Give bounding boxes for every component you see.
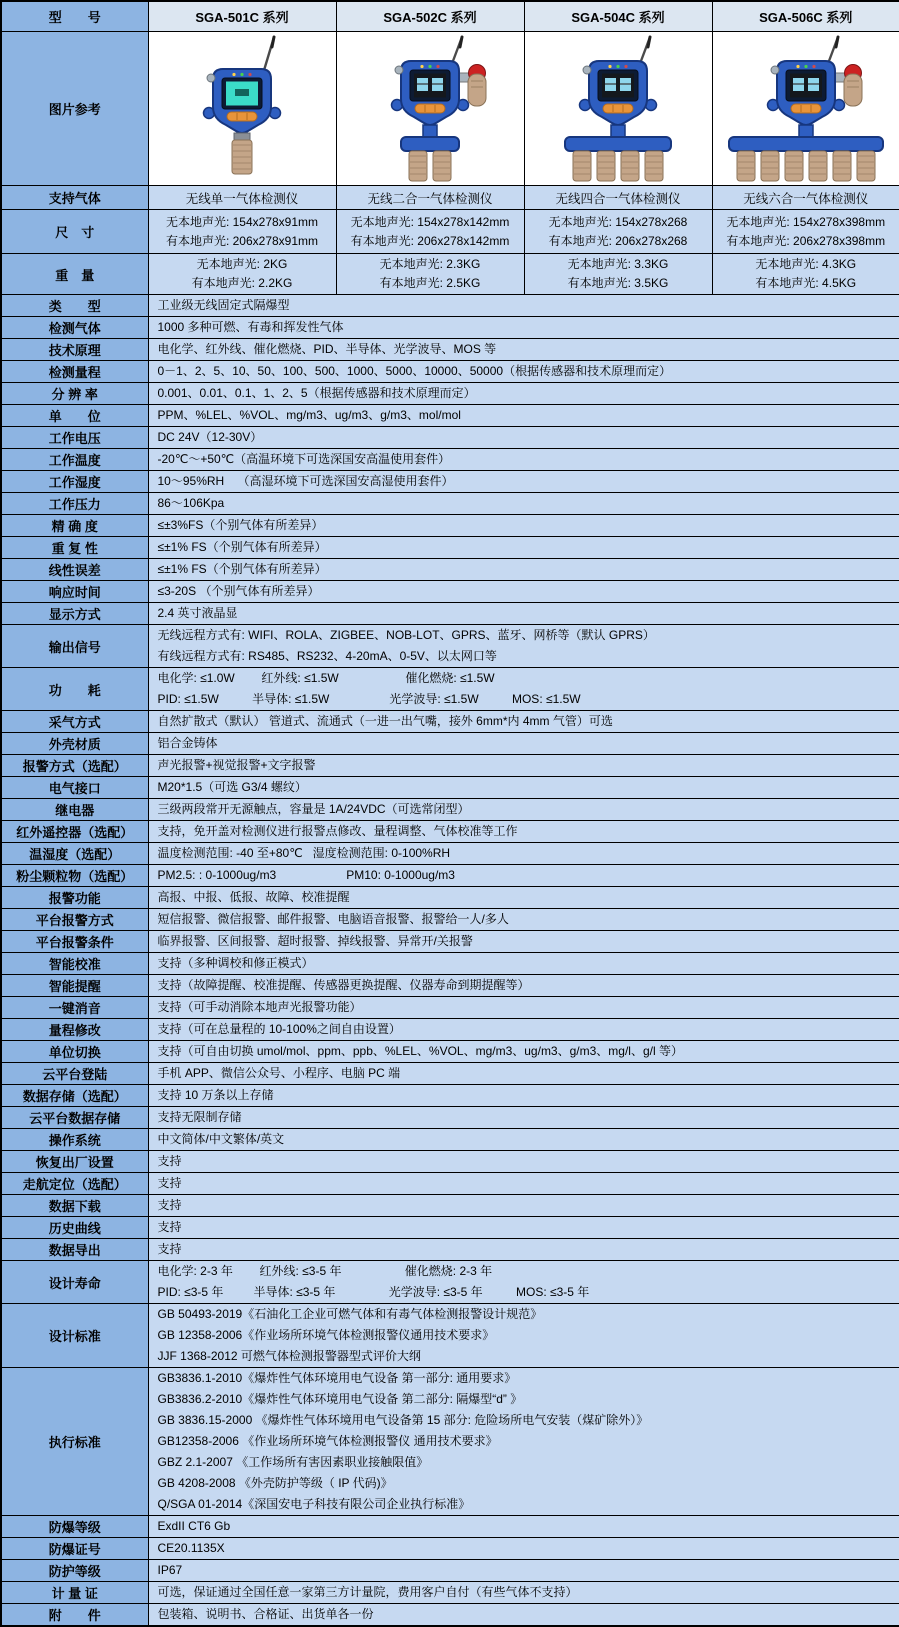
spec-row-value-line: 支持（可自由切换 umol/mol、ppm、ppb、%LEL、%VOL、mg/m3、ug/m3、g/m3、mg/l、g/l 等） bbox=[157, 1044, 683, 1058]
spec-row-value-line: 支持 bbox=[157, 1176, 182, 1190]
spec-row bbox=[1, 865, 899, 887]
spec-row-value bbox=[148, 975, 899, 997]
spec-row-label: 工作湿度 bbox=[1, 471, 148, 493]
spec-row-value-line: 温度检测范围: -40 至+80℃ 湿度检测范围: 0-100%RH bbox=[157, 846, 451, 860]
spec-row-value-line: 支持 bbox=[157, 1154, 182, 1168]
spec-row-value bbox=[148, 1195, 899, 1217]
spec-row bbox=[1, 383, 899, 405]
spec-row bbox=[1, 711, 899, 733]
spec-row-label: 响应时间 bbox=[1, 581, 148, 603]
spec-row-value bbox=[148, 493, 899, 515]
spec-row-value bbox=[148, 317, 899, 339]
gas-detector-quad-icon bbox=[530, 33, 706, 185]
spec-row bbox=[1, 909, 899, 931]
spec-row-value-line: GB3836.1-2010《爆炸性气体环境用电气设备 第一部分: 通用要求》 bbox=[157, 1371, 517, 1385]
spec-row-label: 单位切换 bbox=[1, 1041, 148, 1063]
spec-row-value bbox=[148, 1085, 899, 1107]
weight-value-line: 有本地声光: 2.2KG bbox=[191, 276, 293, 290]
spec-row-label: 工作电压 bbox=[1, 427, 148, 449]
spec-row bbox=[1, 1516, 899, 1538]
spec-row-label: 数据导出 bbox=[1, 1239, 148, 1261]
product-image-cell-0 bbox=[148, 32, 336, 186]
spec-row bbox=[1, 799, 899, 821]
spec-row bbox=[1, 1107, 899, 1129]
supported-gas-value-3: 无线六合一气体检测仪 bbox=[712, 186, 899, 210]
spec-row-value bbox=[148, 821, 899, 843]
size-value-1 bbox=[336, 210, 524, 254]
spec-row bbox=[1, 493, 899, 515]
series-header-0: SGA-501C 系列 bbox=[148, 1, 336, 32]
spec-row-label: 线性误差 bbox=[1, 559, 148, 581]
weight-value-line: 有本地声光: 4.5KG bbox=[755, 276, 857, 290]
weight-value-line: 无本地声光: 2KG bbox=[196, 257, 288, 271]
spec-row-value bbox=[148, 537, 899, 559]
spec-row-label: 防爆等级 bbox=[1, 1516, 148, 1538]
spec-row-value bbox=[148, 405, 899, 427]
spec-row bbox=[1, 427, 899, 449]
spec-row-value bbox=[148, 581, 899, 603]
spec-row-label: 精 确 度 bbox=[1, 515, 148, 537]
series-header-1: SGA-502C 系列 bbox=[336, 1, 524, 32]
spec-row-value bbox=[148, 843, 899, 865]
spec-row-value-line: 0－1、2、5、10、50、100、500、1000、5000、10000、50000（根据传感器和技术原理而定） bbox=[157, 364, 672, 378]
spec-row bbox=[1, 537, 899, 559]
product-image-cell-3 bbox=[712, 32, 899, 186]
spec-row-label: 红外遥控器（选配） bbox=[1, 821, 148, 843]
spec-row bbox=[1, 317, 899, 339]
spec-row bbox=[1, 1217, 899, 1239]
spec-row-label: 平台报警条件 bbox=[1, 931, 148, 953]
spec-row-value bbox=[148, 427, 899, 449]
spec-row-value-line: 电化学: ≤1.0W 红外线: ≤1.5W 催化燃烧: ≤1.5W bbox=[157, 671, 495, 685]
spec-row-value-line: GB12358-2006 《作业场所环境气体检测报警仪 通用技术要求》 bbox=[157, 1434, 498, 1448]
spec-row bbox=[1, 931, 899, 953]
weight-value-3 bbox=[712, 254, 899, 295]
spec-row-value-line: 10～95%RH （高湿环境下可选深国安高湿使用套件） bbox=[157, 474, 454, 488]
spec-row-label: 工作压力 bbox=[1, 493, 148, 515]
spec-row-value bbox=[148, 1261, 899, 1304]
spec-row-value-line: 高报、中报、低报、故障、校准提醒 bbox=[157, 890, 350, 904]
spec-row bbox=[1, 1151, 899, 1173]
spec-row-value-line: 电化学、红外线、催化燃烧、PID、半导体、光学波导、MOS 等 bbox=[157, 342, 497, 356]
size-row-label: 尺 寸 bbox=[1, 210, 148, 254]
spec-row-label: 附 件 bbox=[1, 1604, 148, 1627]
spec-row-label: 一键消音 bbox=[1, 997, 148, 1019]
spec-row-label: 设计标准 bbox=[1, 1304, 148, 1368]
spec-row bbox=[1, 339, 899, 361]
size-value-line: 有本地声光: 206x278x268 bbox=[548, 233, 688, 248]
product-image-cell-2 bbox=[524, 32, 712, 186]
gas-detector-single-icon bbox=[154, 33, 330, 185]
spec-row-label: 防爆证号 bbox=[1, 1538, 148, 1560]
spec-row-value-line: 支持（可手动消除本地声光报警功能） bbox=[157, 1000, 362, 1014]
spec-row bbox=[1, 821, 899, 843]
spec-row-label: 智能校准 bbox=[1, 953, 148, 975]
weight-value-2 bbox=[524, 254, 712, 295]
spec-row bbox=[1, 843, 899, 865]
spec-row bbox=[1, 1041, 899, 1063]
spec-row-label: 量程修改 bbox=[1, 1019, 148, 1041]
spec-row bbox=[1, 1582, 899, 1604]
spec-row-value-line: 86～106Kpa bbox=[157, 496, 225, 510]
spec-row-value bbox=[148, 295, 899, 317]
spec-row bbox=[1, 581, 899, 603]
spec-row-value-line: ≤±3%FS（个别气体有所差异） bbox=[157, 518, 324, 532]
spec-row bbox=[1, 1019, 899, 1041]
spec-row-label: 操作系统 bbox=[1, 1129, 148, 1151]
spec-row-value-line: 短信报警、微信报警、邮件报警、电脑语音报警、报警给一人/多人 bbox=[157, 912, 509, 926]
spec-row-value bbox=[148, 953, 899, 975]
spec-row-value bbox=[148, 1368, 899, 1516]
spec-row bbox=[1, 997, 899, 1019]
spec-row-label: 温湿度（选配） bbox=[1, 843, 148, 865]
spec-row-value-line: 支持 10 万条以上存储 bbox=[157, 1088, 274, 1102]
weight-row-label: 重 量 bbox=[1, 254, 148, 295]
supported-gas-value-0: 无线单一气体检测仪 bbox=[148, 186, 336, 210]
spec-row bbox=[1, 1195, 899, 1217]
spec-row-value-line: 支持（故障提醒、校准提醒、传感器更换提醒、仪器寿命到期提醒等） bbox=[157, 978, 530, 992]
spec-row-value bbox=[148, 887, 899, 909]
size-value-line: 无本地声光: 154x278x268 bbox=[548, 214, 688, 229]
spec-row bbox=[1, 1129, 899, 1151]
spec-row-label: 单 位 bbox=[1, 405, 148, 427]
spec-row-value-line: 三级两段常开无源触点，容量是 1A/24VDC（可选常闭型） bbox=[157, 802, 470, 816]
spec-row-label: 历史曲线 bbox=[1, 1217, 148, 1239]
spec-row-label: 分 辨 率 bbox=[1, 383, 148, 405]
size-row bbox=[1, 210, 899, 254]
spec-row-value bbox=[148, 1560, 899, 1582]
size-value-line: 无本地声光: 154x278x91mm bbox=[165, 214, 319, 229]
spec-row-value-line: JJF 1368-2012 可燃气体检测报警器型式评价大纲 bbox=[157, 1349, 421, 1363]
spec-row-value-line: M20*1.5（可选 G3/4 螺纹） bbox=[157, 780, 307, 794]
spec-row-value-line: 支持，免开盖对检测仪进行报警点修改、量程调整、气体校准等工作 bbox=[157, 824, 518, 838]
spec-row bbox=[1, 668, 899, 711]
weight-value-line: 有本地声光: 2.5KG bbox=[379, 276, 481, 290]
spec-row-label: 工作温度 bbox=[1, 449, 148, 471]
spec-row-value-line: GB 12358-2006《作业场所环境气体检测报警仪通用技术要求》 bbox=[157, 1328, 495, 1342]
spec-row bbox=[1, 1560, 899, 1582]
spec-row-value bbox=[148, 471, 899, 493]
size-value-line: 有本地声光: 206x278x398mm bbox=[726, 233, 886, 248]
weight-value-line: 有本地声光: 3.5KG bbox=[567, 276, 669, 290]
spec-row-value-line: 1000 多种可燃、有毒和挥发性气体 bbox=[157, 320, 344, 334]
spec-row bbox=[1, 733, 899, 755]
spec-row-value bbox=[148, 383, 899, 405]
spec-row bbox=[1, 1239, 899, 1261]
spec-row-label: 技术原理 bbox=[1, 339, 148, 361]
spec-row-value-line: 2.4 英寸液晶显 bbox=[157, 606, 238, 620]
spec-row-value bbox=[148, 339, 899, 361]
gas-detector-dual-icon bbox=[342, 33, 518, 185]
spec-row-value-line: 支持无限制存储 bbox=[157, 1110, 242, 1124]
spec-row-value-line: 包装箱、说明书、合格证、出货单各一份 bbox=[157, 1607, 374, 1621]
spec-row-label: 报警方式（选配） bbox=[1, 755, 148, 777]
spec-row-value bbox=[148, 449, 899, 471]
spec-row-value-line: ExdII CT6 Gb bbox=[157, 1519, 231, 1533]
spec-row-value bbox=[148, 1107, 899, 1129]
spec-row-label: 输出信号 bbox=[1, 625, 148, 668]
spec-row-label: 数据存储（选配） bbox=[1, 1085, 148, 1107]
spec-row-value bbox=[148, 997, 899, 1019]
spec-row bbox=[1, 1085, 899, 1107]
spec-row-value bbox=[148, 909, 899, 931]
spec-row-value-line: 0.001、0.01、0.1、1、2、5（根据传感器和技术原理而定） bbox=[157, 386, 476, 400]
spec-row-label: 防护等级 bbox=[1, 1560, 148, 1582]
spec-row-value bbox=[148, 1173, 899, 1195]
spec-row-label: 功 耗 bbox=[1, 668, 148, 711]
spec-row bbox=[1, 471, 899, 493]
spec-row-value bbox=[148, 1129, 899, 1151]
spec-row-value-line: DC 24V（12-30V） bbox=[157, 430, 263, 444]
spec-row-value-line: 可选，保证通过全国任意一家第三方计量院，费用客户自付（有些气体不支持） bbox=[157, 1585, 578, 1599]
spec-row bbox=[1, 295, 899, 317]
spec-row-value-line: 支持（可在总量程的 10-100%之间自由设置） bbox=[157, 1022, 401, 1036]
spec-row-value-line: 工业级无线固定式隔爆型 bbox=[157, 298, 290, 312]
spec-row bbox=[1, 1304, 899, 1368]
gas-detector-hex-icon bbox=[718, 33, 894, 185]
spec-row-value-line: 无线远程方式有: WIFI、ROLA、ZIGBEE、NOB-LOT、GPRS、蓝牙、网桥等（默认 GPRS） bbox=[157, 628, 655, 642]
supported-gas-value-2: 无线四合一气体检测仪 bbox=[524, 186, 712, 210]
spec-row-value-line: 支持 bbox=[157, 1198, 182, 1212]
spec-row-value bbox=[148, 799, 899, 821]
size-value-line: 无本地声光: 154x278x142mm bbox=[350, 214, 510, 229]
size-value-line: 有本地声光: 206x278x142mm bbox=[350, 233, 510, 248]
spec-row-value bbox=[148, 1041, 899, 1063]
spec-row-value bbox=[148, 1516, 899, 1538]
spec-row-value-line: 声光报警+视觉报警+文字报警 bbox=[157, 758, 316, 772]
model-header-label: 型 号 bbox=[1, 1, 148, 32]
spec-row bbox=[1, 361, 899, 383]
spec-row-value bbox=[148, 1151, 899, 1173]
series-header-3: SGA-506C 系列 bbox=[712, 1, 899, 32]
spec-row-value-line: GB 4208-2008 《外壳防护等级（ IP 代码)》 bbox=[157, 1476, 393, 1490]
weight-value-line: 无本地声光: 4.3KG bbox=[755, 257, 857, 271]
spec-row-label: 智能提醒 bbox=[1, 975, 148, 997]
spec-row bbox=[1, 777, 899, 799]
supported-gas-label: 支持气体 bbox=[1, 186, 148, 210]
spec-row-value-line: ≤±1% FS（个别气体有所差异） bbox=[157, 540, 327, 554]
product-image-row bbox=[1, 32, 899, 186]
spec-row-value-line: 支持 bbox=[157, 1220, 182, 1234]
supported-gas-row bbox=[1, 186, 899, 210]
spec-row-value-line: -20℃～+50℃（高温环境下可选深国安高温使用套件） bbox=[157, 452, 451, 466]
spec-row-value-line: 支持（多种调校和修正模式） bbox=[157, 956, 314, 970]
spec-row-label: 外壳材质 bbox=[1, 733, 148, 755]
spec-row bbox=[1, 887, 899, 909]
spec-row-value-line: ≤±1% FS（个别气体有所差异） bbox=[157, 562, 327, 576]
series-header-2: SGA-504C 系列 bbox=[524, 1, 712, 32]
size-value-2 bbox=[524, 210, 712, 254]
spec-row-label: 重 复 性 bbox=[1, 537, 148, 559]
spec-row-label: 走航定位（选配） bbox=[1, 1173, 148, 1195]
size-value-line: 有本地声光: 206x278x91mm bbox=[165, 233, 319, 248]
spec-row bbox=[1, 755, 899, 777]
spec-row-label: 数据下载 bbox=[1, 1195, 148, 1217]
spec-row-value bbox=[148, 559, 899, 581]
spec-row bbox=[1, 449, 899, 471]
spec-row-value-line: 有线远程方式有: RS485、RS232、4-20mA、0-5V、以太网口等 bbox=[157, 649, 497, 663]
spec-row-label: 类 型 bbox=[1, 295, 148, 317]
spec-row-label: 采气方式 bbox=[1, 711, 148, 733]
spec-row-value bbox=[148, 865, 899, 887]
spec-row bbox=[1, 625, 899, 668]
spec-row-value-line: IP67 bbox=[157, 1563, 183, 1577]
image-row-label: 图片参考 bbox=[1, 32, 148, 186]
spec-row-value-line: ≤3-20S （个别气体有所差异） bbox=[157, 584, 320, 598]
weight-value-line: 无本地声光: 3.3KG bbox=[567, 257, 669, 271]
spec-row-value bbox=[148, 1063, 899, 1085]
spec-row-value bbox=[148, 777, 899, 799]
spec-row bbox=[1, 975, 899, 997]
weight-row bbox=[1, 254, 899, 295]
spec-row-value bbox=[148, 1604, 899, 1627]
spec-row-value bbox=[148, 1019, 899, 1041]
spec-row-value bbox=[148, 1582, 899, 1604]
size-value-0 bbox=[148, 210, 336, 254]
spec-row-value-line: GBZ 2.1-2007 《工作场所有害因素职业接触限值》 bbox=[157, 1455, 429, 1469]
weight-value-0 bbox=[148, 254, 336, 295]
spec-row-label: 云平台数据存储 bbox=[1, 1107, 148, 1129]
spec-row-value bbox=[148, 361, 899, 383]
spec-row bbox=[1, 953, 899, 975]
spec-row bbox=[1, 1604, 899, 1627]
spec-row-value-line: Q/SGA 01-2014《深国安电子科技有限公司企业执行标准》 bbox=[157, 1497, 471, 1511]
spec-row-label: 计 量 证 bbox=[1, 1582, 148, 1604]
weight-value-line: 无本地声光: 2.3KG bbox=[379, 257, 481, 271]
spec-row-label: 粉尘颗粒物（选配） bbox=[1, 865, 148, 887]
table-header-row bbox=[1, 1, 899, 32]
spec-row-value-line: CE20.1135X bbox=[157, 1541, 225, 1555]
spec-row-value bbox=[148, 1239, 899, 1261]
spec-row-value-line: 支持 bbox=[157, 1242, 182, 1256]
spec-row bbox=[1, 1538, 899, 1560]
weight-value-1 bbox=[336, 254, 524, 295]
spec-row-value-line: GB 50493-2019《石油化工企业可燃气体和有毒气体检测报警设计规范》 bbox=[157, 1307, 543, 1321]
spec-row-label: 云平台登陆 bbox=[1, 1063, 148, 1085]
spec-row-value-line: 中文简体/中文繁体/英文 bbox=[157, 1132, 285, 1146]
spec-row-value-line: 临界报警、区间报警、超时报警、掉线报警、异常开/关报警 bbox=[157, 934, 473, 948]
spec-row-value-line: 电化学: 2-3 年 红外线: ≤3-5 年 催化燃烧: 2-3 年 bbox=[157, 1264, 493, 1278]
spec-row-value bbox=[148, 668, 899, 711]
spec-row-value bbox=[148, 625, 899, 668]
spec-row bbox=[1, 1261, 899, 1304]
spec-row-value bbox=[148, 931, 899, 953]
spec-row-value-line: PM2.5: : 0-1000ug/m3 PM10: 0-1000ug/m3 bbox=[157, 868, 455, 882]
product-image-cell-1 bbox=[336, 32, 524, 186]
spec-row-value bbox=[148, 733, 899, 755]
spec-row bbox=[1, 405, 899, 427]
spec-row-label: 电气接口 bbox=[1, 777, 148, 799]
spec-row bbox=[1, 603, 899, 625]
spec-row-label: 显示方式 bbox=[1, 603, 148, 625]
spec-row-value-line: GB 3836.15-2000 《爆炸性气体环境用电气设备第 15 部分: 危险场所电气安装（煤矿除外）》 bbox=[157, 1413, 649, 1427]
spec-row-label: 执行标准 bbox=[1, 1368, 148, 1516]
spec-row-label: 恢复出厂设置 bbox=[1, 1151, 148, 1173]
spec-row bbox=[1, 1063, 899, 1085]
spec-row bbox=[1, 1368, 899, 1516]
spec-row-value bbox=[148, 603, 899, 625]
spec-row-value-line: PPM、%LEL、%VOL、mg/m3、ug/m3、g/m3、mol/mol bbox=[157, 408, 461, 422]
spec-row-value bbox=[148, 1304, 899, 1368]
size-value-3 bbox=[712, 210, 899, 254]
spec-row-label: 检测量程 bbox=[1, 361, 148, 383]
spec-row-value-line: GB3836.2-2010《爆炸性气体环境用电气设备 第二部分: 隔爆型“d” 》 bbox=[157, 1392, 523, 1406]
spec-row-value bbox=[148, 711, 899, 733]
spec-row-value bbox=[148, 1217, 899, 1239]
spec-row-label: 设计寿命 bbox=[1, 1261, 148, 1304]
spec-row-label: 平台报警方式 bbox=[1, 909, 148, 931]
spec-row-value bbox=[148, 1538, 899, 1560]
spec-row-value-line: 手机 APP、微信公众号、小程序、电脑 PC 端 bbox=[157, 1066, 401, 1080]
spec-row-value bbox=[148, 515, 899, 537]
spec-row-value-line: PID: ≤3-5 年 半导体: ≤3-5 年 光学波导: ≤3-5 年 MOS: ≤3-5 年 bbox=[157, 1285, 590, 1299]
spec-row bbox=[1, 515, 899, 537]
spec-row-value bbox=[148, 755, 899, 777]
spec-row-label: 检测气体 bbox=[1, 317, 148, 339]
size-value-line: 无本地声光: 154x278x398mm bbox=[726, 214, 886, 229]
supported-gas-value-1: 无线二合一气体检测仪 bbox=[336, 186, 524, 210]
spec-row bbox=[1, 1173, 899, 1195]
spec-table-body bbox=[1, 1, 899, 1626]
spec-row-label: 继电器 bbox=[1, 799, 148, 821]
spec-row-value-line: PID: ≤1.5W 半导体: ≤1.5W 光学波导: ≤1.5W MOS: ≤1.5W bbox=[157, 692, 581, 706]
spec-row-label: 报警功能 bbox=[1, 887, 148, 909]
spec-row-value-line: 铝合金铸体 bbox=[157, 736, 218, 750]
spec-row bbox=[1, 559, 899, 581]
spec-row-value-line: 自然扩散式（默认） 管道式、流通式（一进一出气嘴，接外 6mm*内 4mm 气管）可选 bbox=[157, 714, 613, 728]
